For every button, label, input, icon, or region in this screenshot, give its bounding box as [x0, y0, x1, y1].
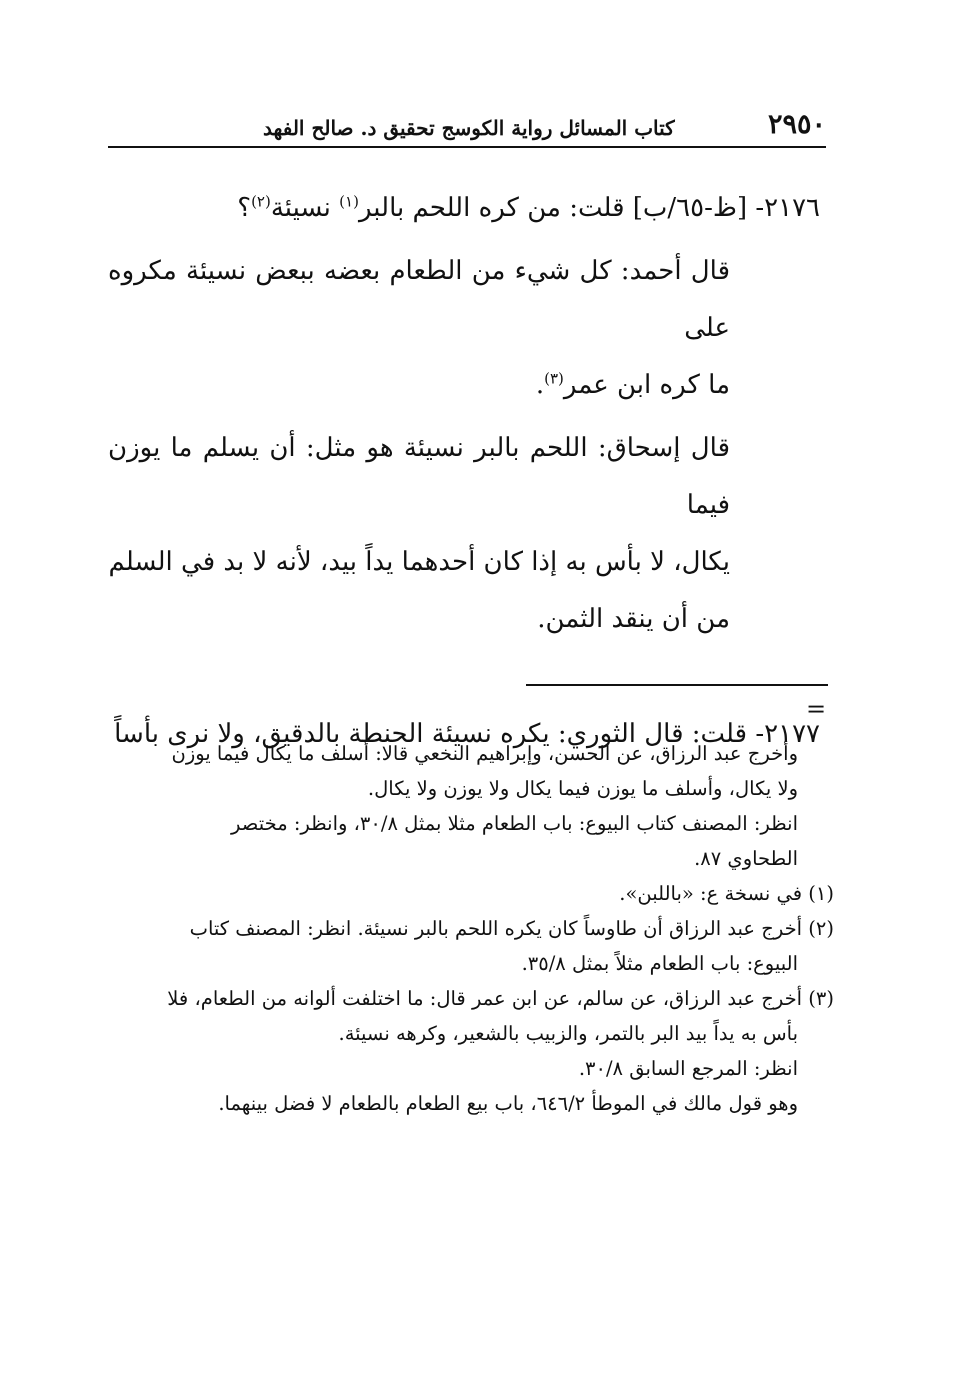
header-rule	[108, 146, 826, 148]
footnote-2-line-2: البيوع: باب الطعام مثلاً بمثل ٣٥/٨.	[521, 952, 798, 975]
page-header	[108, 92, 826, 140]
issue-2176-question-mark: ؟	[237, 193, 252, 223]
ishaq-answer-line-1: قال إسحاق: اللحم بالبر نسيئة هو مثل: أن يسلم ما يوزن فيما	[108, 433, 730, 520]
footnote-rule	[526, 684, 828, 686]
footnote-continued-line-3: انظر: المصنف كتاب البيوع: باب الطعام مثلا بمثل ٣٠/٨، وانظر: مختصر	[231, 812, 798, 835]
footnote-1: (١) في نسخة ع: «باللبن».	[619, 882, 834, 905]
footnote-ref-1: (١)	[339, 192, 359, 211]
issue-2176-question-part-a: ٢١٧٦- [ظ-٦٥/ب] قلت: من كره اللحم بالبر	[358, 193, 820, 223]
footnote-continued-line-1: وأخرج عبد الرزاق، عن الحسن، وإبراهيم النخعي قالا: أسلف ما يكال فيما يوزن	[171, 742, 798, 765]
page-number: ٢٩٥٠	[767, 109, 826, 140]
ahmad-answer-line-1: قال أحمد: كل شيء من الطعام بعضه ببعض نسيئة مكروه على	[108, 256, 730, 343]
ahmad-answer-line-2-end: .	[535, 370, 545, 400]
footnote-3-line-1: (٣) أخرج عبد الرزاق، عن سالم، عن ابن عمر قال: ما اختلفت ألوانه من الطعام، فلا	[167, 987, 834, 1010]
footnote-continuation-mark: =	[806, 695, 827, 723]
ishaq-answer-line-3: من أن ينقد الثمن.	[537, 604, 730, 634]
ahmad-answer-line-2	[108, 357, 820, 414]
running-title: كتاب المسائل رواية الكوسج تحقيق د. صالح الفهد	[263, 116, 675, 140]
footnote-3-line-2: بأس به يداً بيد البر بالتمر، والزبيب بالشعير، وكرهه نسيئة.	[338, 1022, 798, 1045]
issue-2176-question-part-b: نسيئة	[270, 193, 340, 223]
footnote-3-line-4: وهو قول مالك في الموطأ ٦٤٦/٢، باب بيع الطعام بالطعام لا فضل بينهما.	[218, 1092, 798, 1115]
footnote-2-line-1: (٢) أخرج عبد الرزاق أن طاوساً كان يكره اللحم بالبر نسيئة. انظر: المصنف كتاب	[189, 917, 834, 940]
issue-2177-question: ٢١٧٧- قلت: قال الثوري: يكره نسيئة الحنطة بالدقيق، ولا نرى بأساً	[114, 719, 820, 749]
footnote-continued-line-2: ولا يكال، وأسلف ما يوزن فيما يكال ولا يوزن ولا يكال.	[367, 777, 798, 800]
main-text	[108, 180, 820, 763]
footnote-3-line-3: انظر: المرجع السابق ٣٠/٨.	[578, 1057, 798, 1080]
footnote-ref-3: (٣)	[544, 369, 564, 388]
ahmad-answer-line-2-text: ما كره ابن عمر	[563, 370, 730, 400]
footnote-continued-line-4: الطحاوي ٨٧.	[694, 847, 798, 870]
ishaq-answer-line-2: يكال، لا بأس به إذا كان أحدهما يداً بيد، لأنه لا بد في السلم	[108, 547, 730, 577]
footnote-ref-2: (٢)	[251, 192, 271, 211]
footnotes	[112, 736, 834, 1121]
issue-2176-question	[108, 180, 820, 237]
